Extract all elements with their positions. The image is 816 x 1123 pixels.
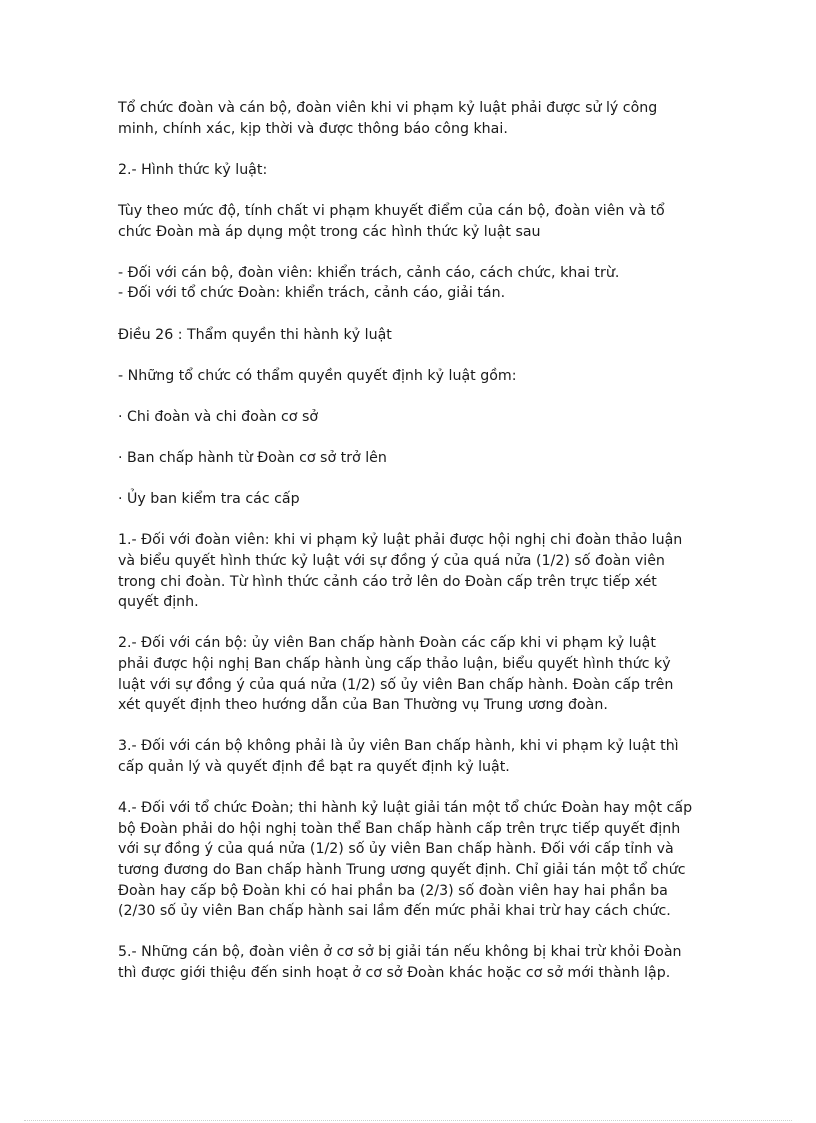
paragraph-authorities-intro: - Những tổ chức có thẩm quyền quyết định kỷ luật gồm:: [118, 367, 517, 384]
paragraph-rule-3: 3.- Đối với cán bộ không phải là ủy viên Ban chấp hành, khi vi phạm kỷ luật thì cấp quản lý và quyết định đề bạt ra quyết định kỷ luật.: [118, 738, 679, 775]
paragraph-rule-5: 5.- Những cán bộ, đoàn viên ở cơ sở bị giải tán nếu không bị khai trừ khỏi Đoàn thì được giới thiệu đến sinh hoạt ở cơ sở Đoàn khác hoặc cơ sở mới thành lập.: [118, 944, 682, 981]
document-body: [118, 98, 718, 1004]
paragraph-rule-1: 1.- Đối với đoàn viên: khi vi phạm kỷ luật phải được hội nghị chi đoàn thảo luận và biểu quyết hình thức kỷ luật với sự đồng ý của quá nửa (1/2) số đoàn viên trong chi đoàn. Từ hình thức cảnh cáo trở lên do Đoàn cấp trên trực tiếp xét quyết định.: [118, 532, 683, 611]
list-item-ban-chap-hanh: · Ban chấp hành từ Đoàn cơ sở trở lên: [118, 450, 387, 467]
list-item-uy-ban-kiem-tra: · Ủy ban kiểm tra các cấp: [118, 491, 300, 508]
list-discipline-forms: - Đối với cán bộ, đoàn viên: khiển trách, cảnh cáo, cách chức, khai trừ. - Đối với tổ chức Đoàn: khiển trách, cảnh cáo, giải tán.: [118, 264, 620, 302]
paragraph-rule-2: 2.- Đối với cán bộ: ủy viên Ban chấp hành Đoàn các cấp khi vi phạm kỷ luật phải được hội nghị Ban chấp hành ùng cấp thảo luận, biểu quyết hình thức kỷ luật với sự đồng ý của quá nửa (1/2) số ủy viên Ban chấp hành. Đoàn cấp trên xét quyết định theo hướng dẫn của Ban Thường vụ Trung ương đoàn.: [118, 635, 674, 714]
list-item-chi-doan: · Chi đoàn và chi đoàn cơ sở: [118, 408, 319, 425]
page-bottom-divider: [24, 1120, 792, 1121]
paragraph-intro: Tổ chức đoàn và cán bộ, đoàn viên khi vi phạm kỷ luật phải được sử lý công minh, chính xác, kịp thời và được thông báo công khai.: [118, 100, 658, 137]
paragraph-rule-4: 4.- Đối với tổ chức Đoàn; thi hành kỷ luật giải tán một tổ chức Đoàn hay một cấp bộ Đoàn phải do hội nghị toàn thể Ban chấp hành cấp trên trực tiếp quyết định với sự đồng ý của quá nửa (1/2) số ủy viên Ban chấp hành. Đối với cấp tỉnh và tương đương do Ban chấp hành Trung ương quyết định. Chỉ giải tán một tổ chức Đoàn hay cấp bộ Đoàn khi có hai phần ba (2/3) số đoàn viên hay hai phần ba (2/30 số ủy viên Ban chấp hành sai lầm đến mức phải khai trừ hay cách chức.: [118, 800, 693, 920]
heading-article-26: Điều 26 : Thẩm quyền thi hành kỷ luật: [118, 326, 392, 343]
heading-discipline-forms: 2.- Hình thức kỷ luật:: [118, 161, 268, 178]
paragraph-discipline-basis: Tùy theo mức độ, tính chất vi phạm khuyết điểm của cán bộ, đoàn viên và tổ chức Đoàn mà áp dụng một trong các hình thức kỷ luật sau: [118, 202, 665, 240]
